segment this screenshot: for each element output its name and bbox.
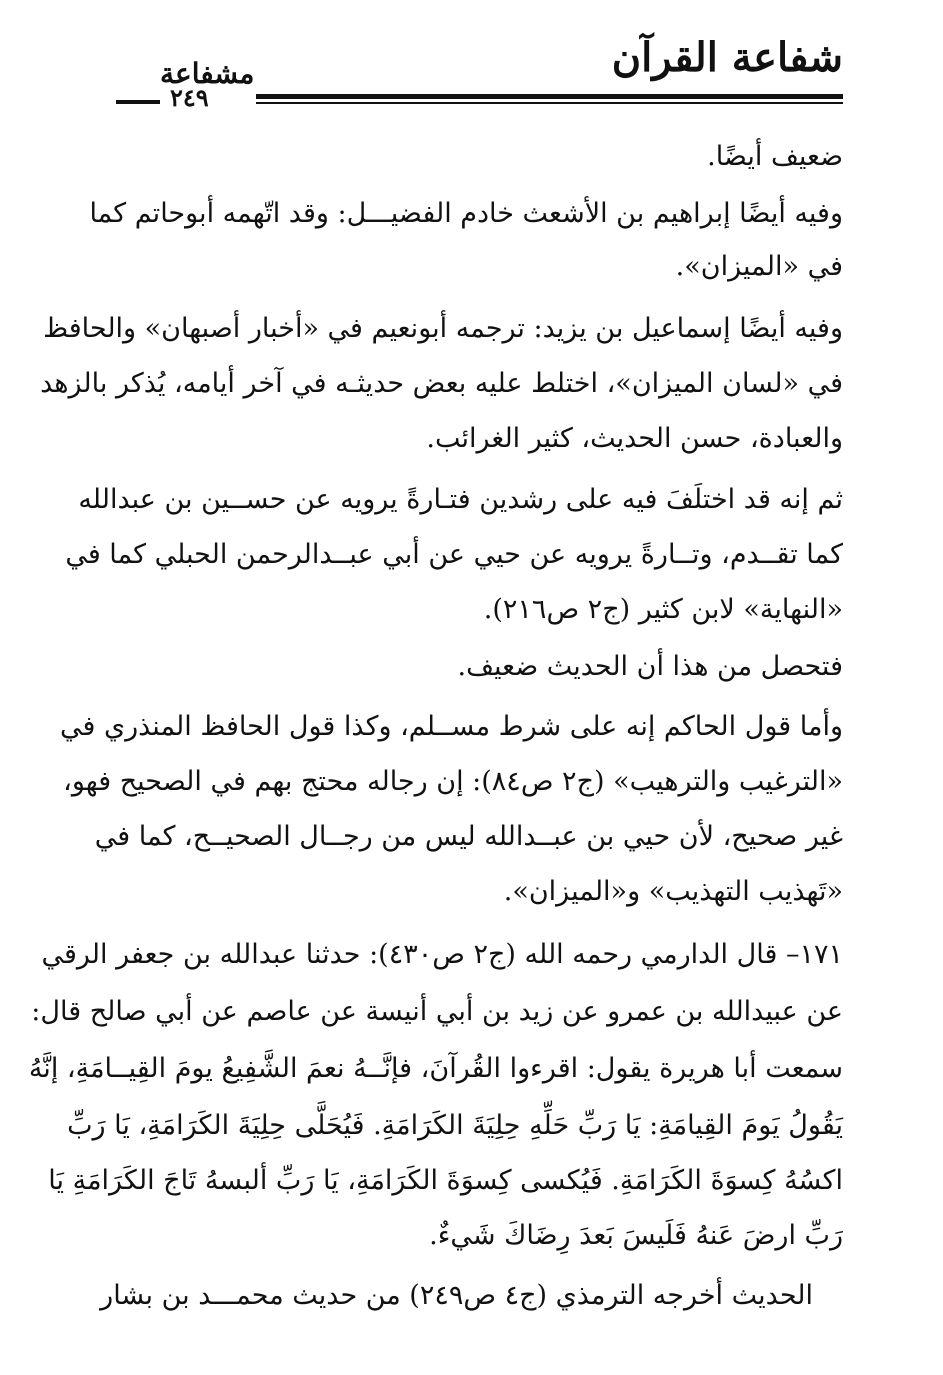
text-line: فتحصل من هذا أن الحديث ضعيف. (457, 651, 843, 682)
text-line: ضعيف أيضًا. (707, 141, 843, 172)
text-line: «تَهذيب التهذيب» و«الميزان». (503, 876, 843, 907)
chapter-title: شفاعة القرآن (611, 34, 843, 81)
page-number: ٢٤٩ (170, 83, 209, 112)
text-line: «النهاية» لابن كثير (ج٢ ص٢١٦). (483, 594, 843, 625)
text-line: وفيه أيضًا إبراهيم بن الأشعث خادم الفضيـــل: وقد اتّهمه أبوحاتم كما (89, 198, 843, 229)
text-line: في «لسان الميزان»، اختلط عليه بعض حديثـه في آخر أيامه، يُذكر بالزهد (40, 368, 843, 399)
text-line: يَقُولُ يَومَ القِيامَةِ: يَا رَبِّ حَلِّهِ حِلِيَةَ الكَرَامَةِ. فَيُحَلَّى حِلِيَةَ الكَرَامَةِ، يَا رَبِّ (67, 1110, 843, 1141)
header-book-mark: مشفاعة (160, 57, 255, 90)
text-line: كما تقــدم، وتــارةً يرويه عن حيي عن أبي عبــدالرحمن الحبلي كما في (65, 539, 843, 570)
text-line: اكسُهُ كِسوَةَ الكَرَامَةِ. فَيُكسى كِسوَةَ الكَرَامَةِ، يَا رَبِّ ألبسهُ تَاجَ الكَرَامَةِ يَا (48, 1165, 843, 1196)
text-line: غير صحيح، لأن حيي بن عبــدالله ليس من رجــال الصحيــح، كما في (94, 821, 843, 852)
header-short-rule (116, 100, 160, 104)
text-line: «الترغيب والترهيب» (ج٢ ص٨٤): إن رجاله محتج بهم في الصحيح فهو، (63, 766, 843, 797)
text-line: ثم إنه قد اختلَفَ فيه على رشدين فتـارةً يرويه عن حســين بن عبدالله (78, 484, 843, 515)
text-line: رَبِّ ارضَ عَنهُ فَلَيسَ بَعدَ رِضَاكَ شَيءٌ. (429, 1220, 843, 1251)
header-rule-thin (256, 102, 843, 104)
text-line: وفيه أيضًا إسماعيل بن يزيد: ترجمه أبونعيم في «أخبار أصبهان» والحافظ (43, 313, 843, 344)
text-line: عن عبيدالله بن عمرو عن زيد بن أبي أنيسة عن عاصم عن أبي صالح قال: (31, 996, 843, 1027)
text-line: سمعت أبا هريرة يقول: اقرءوا القُرآنَ، فإنَّــهُ نعمَ الشَّفِيعُ يومَ القِيــامَةِ، إنَّهُ (28, 1053, 843, 1084)
text-line: الحديث أخرجه الترمذي (ج٤ ص٢٤٩) من حديث محمـــد بن بشار (100, 1280, 813, 1311)
text-line: في «الميزان». (675, 251, 843, 282)
text-line: وأما قول الحاكم إنه على شرط مســلم، وكذا قول الحافظ المنذري في (59, 711, 843, 742)
hadith-171-line: ١٧١– قال الدارمي رحمه الله (ج٢ ص٤٣٠): حدثنا عبدالله بن جعفر الرقي (41, 939, 843, 970)
header-rule-thick (256, 94, 843, 99)
text-line: والعبادة، حسن الحديث، كثير الغرائب. (426, 423, 843, 454)
